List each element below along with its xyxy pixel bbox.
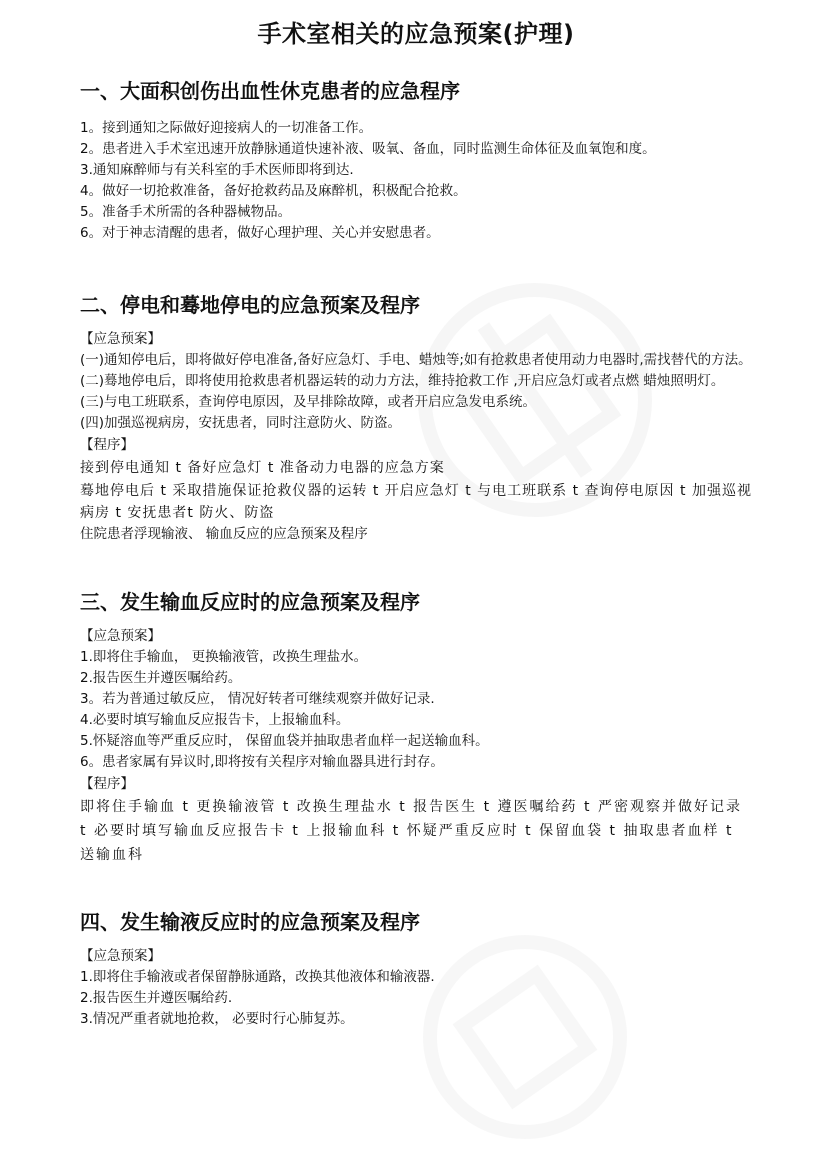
list-item: 2.报告医生并遵医嘱给药. xyxy=(80,990,233,1006)
list-item: 6。对于神志清醒的患者，做好心理护理、关心并安慰患者。 xyxy=(80,225,440,241)
page-title: 手术室相关的应急预案(护理) xyxy=(257,20,575,48)
procedure-label: 【程序】 xyxy=(80,437,134,453)
list-item: 6。患者家属有异议时,即将按有关程序对输血器具进行封存。 xyxy=(80,754,444,770)
list-item: 5。准备手术所需的各种器械物品。 xyxy=(80,204,292,220)
list-item: (四)加强巡视病房，安抚患者，同时注意防火、防盗。 xyxy=(80,415,402,431)
list-item: 3。若为普通过敏反应， 情况好转者可继续观察并做好记录. xyxy=(80,691,435,707)
list-item: 2。患者进入手术室迅速开放静脉通道快速补液、吸氧、备血，同时监测生命体征及血氧饱和度。 xyxy=(80,141,656,157)
section-heading: 二、停电和蓦地停电的应急预案及程序 xyxy=(80,293,420,317)
section-heading: 四、发生输液反应时的应急预案及程序 xyxy=(80,910,420,934)
procedure-flow: 蓦地停电后 t 采取措施保证抢救仪器的运转 t 开启应急灯 t 与电工班联系 t 查询停电原因 t 加强巡视病房 t 安抚患者t 防火、防盗 xyxy=(80,483,752,521)
list-item: 4。做好一切抢救准备，备好抢救药品及麻醉机，积极配合抢救。 xyxy=(80,183,467,199)
section-hemorrhagic-shock xyxy=(80,76,752,244)
procedure-note: 住院患者浮现输液、 输血反应的应急预案及程序 xyxy=(80,526,368,542)
list-item: 1。接到通知之际做好迎接病人的一切准备工作。 xyxy=(80,120,373,136)
section-infusion-reaction xyxy=(80,907,752,1030)
section-heading: 三、发生输血反应时的应急预案及程序 xyxy=(80,590,420,614)
plan-label: 【应急预案】 xyxy=(80,948,161,964)
list-item: 3.通知麻醉师与有关科室的手术医师即将到达. xyxy=(80,162,354,178)
list-item: (二)蓦地停电后，即将使用抢救患者机器运转的动力方法，维持抢救工作 ,开启应急灯或者点燃 蜡烛照明灯。 xyxy=(80,373,725,389)
list-item: 4.必要时填写输血反应报告卡，上报输血科。 xyxy=(80,712,350,728)
list-item: 5.怀疑溶血等严重反应时， 保留血袋并抽取患者血样一起送输血科。 xyxy=(80,733,489,749)
procedure-flow: 即将住手输血 t 更换输液管 t 改换生理盐水 t 报告医生 t 遵医嘱给药 t 严密观察并做好记录 t 必要时填写输血反应报告卡 t 上报输血科 t 怀疑严重反应时 t 保留血袋 t 抽取患者血样 t 送输血科 xyxy=(80,799,742,863)
section-heading: 一、大面积创伤出血性休克患者的应急程序 xyxy=(80,79,460,103)
section-transfusion-reaction xyxy=(80,587,752,867)
procedure-label: 【程序】 xyxy=(80,776,134,792)
list-item: 2.报告医生并遵医嘱给药。 xyxy=(80,670,242,686)
list-item: (三)与电工班联系，查询停电原因，及早排除故障，或者开启应急发电系统。 xyxy=(80,394,537,410)
plan-label: 【应急预案】 xyxy=(80,331,161,347)
plan-label: 【应急预案】 xyxy=(80,628,161,644)
list-item: (一)通知停电后，即将做好停电准备,备好应急灯、手电、蜡烛等;如有抢救患者使用动力电器时,需找替代的方法。 xyxy=(80,352,752,368)
procedure-flow: 接到停电通知 t 备好应急灯 t 准备动力电器的应急方案 xyxy=(80,460,445,476)
list-item: 1.即将住手输血， 更换输液管，改换生理盐水。 xyxy=(80,649,368,665)
section-power-outage xyxy=(80,290,752,545)
list-item: 3.情况严重者就地抢救， 必要时行心肺复苏。 xyxy=(80,1011,354,1027)
list-item: 1.即将住手输液或者保留静脉通路，改换其他液体和输液器. xyxy=(80,969,435,985)
